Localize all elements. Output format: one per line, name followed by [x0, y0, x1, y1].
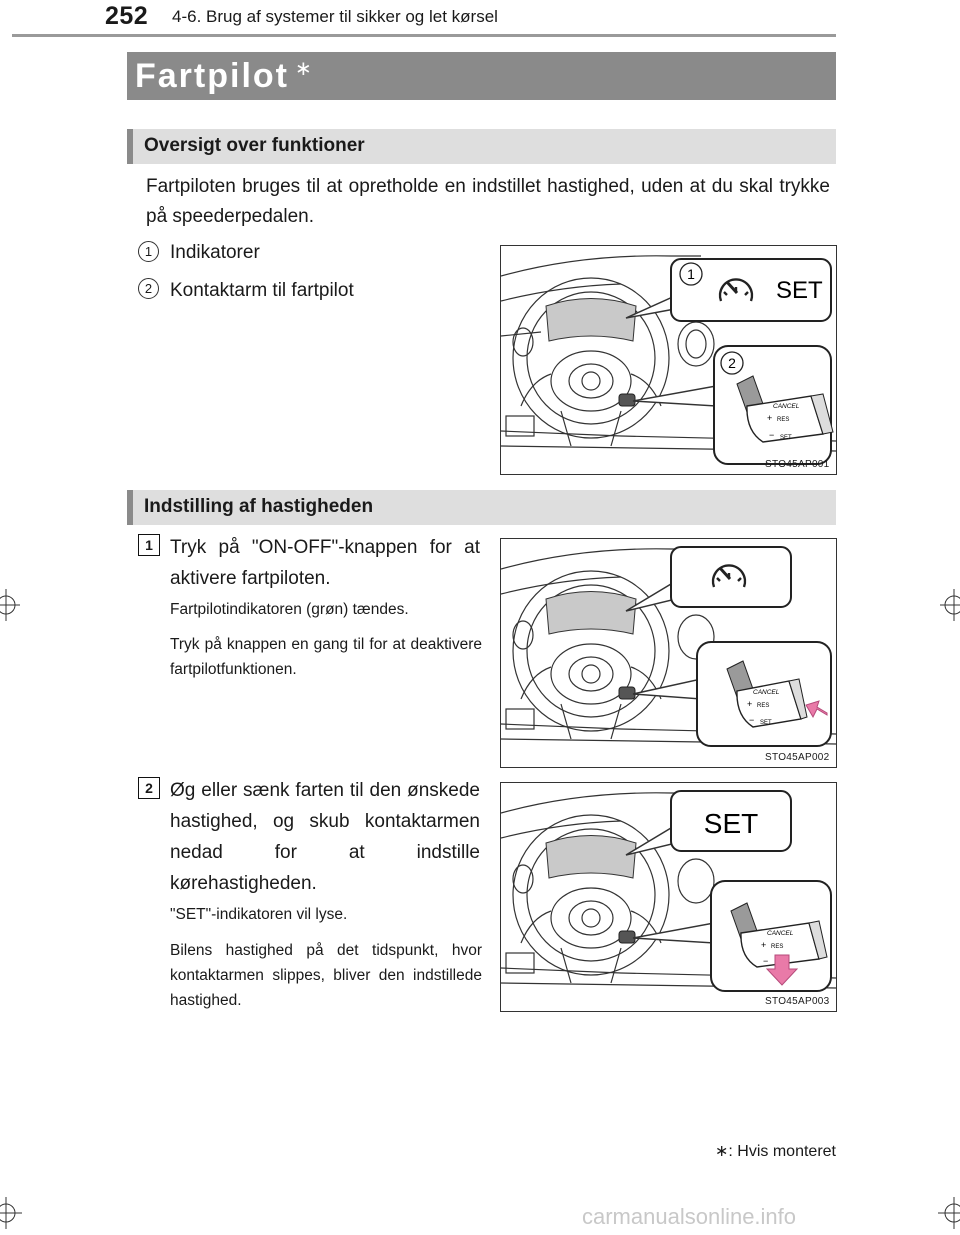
callout-number-2: 2 [138, 278, 159, 299]
figure-callout-1: 1 [687, 266, 695, 282]
svg-text:−: − [763, 956, 769, 966]
svg-text:SET: SET [780, 435, 792, 441]
svg-text:+: + [761, 940, 767, 950]
crop-mark-left [0, 585, 24, 625]
callout-text-indikatorer: Indikatorer [170, 242, 260, 263]
svg-text:+: + [747, 699, 753, 709]
section-path: 4-6. Brug af systemer til sikker og let kørsel [172, 7, 498, 26]
svg-text:SET: SET [760, 720, 772, 726]
figure-set-label: SET [776, 277, 823, 304]
callout-text-kontaktarm: Kontaktarm til fartpilot [170, 280, 354, 301]
dashboard-illustration [501, 246, 836, 474]
setting-heading: Indstilling af hastigheden [144, 496, 374, 517]
header-rule [12, 34, 836, 37]
crop-mark-right [936, 585, 960, 625]
callout-number-1: 1 [138, 241, 159, 262]
step-1-note-2: Tryk på knappen en gang til for at deaktivere fartpilotfunktionen. [170, 636, 482, 678]
figure-code: STO45AP001 [765, 459, 830, 470]
svg-text:RES: RES [757, 703, 770, 709]
step-2-note-2: Bilens hastighed på det tidspunkt, hvor kontaktarmen slippes, bliver den indstillede hastighed. [170, 942, 482, 1009]
overview-heading-bar [127, 129, 836, 164]
page-title: Fartpilot [135, 57, 289, 95]
svg-text:−: − [749, 715, 755, 725]
crop-mark-bottom-left [0, 1195, 30, 1235]
svg-text:CANCEL: CANCEL [773, 403, 800, 410]
page-number: 252 [105, 2, 149, 30]
overview-heading: Oversigt over funktioner [144, 135, 365, 156]
figure-step-2 [500, 782, 837, 1012]
figure-set-label: SET [703, 808, 759, 839]
svg-text:−: − [769, 430, 775, 440]
step-1-note-1: Fartpilotindikatoren (grøn) tændes. [170, 601, 409, 618]
title-bar [127, 52, 836, 100]
figure-callout-2: 2 [728, 355, 736, 371]
step-2-text: Øg eller sænk farten til den ønskede hastighed, og skub kontaktarmen nedad for at indstille kørehastigheden. [170, 780, 480, 894]
svg-text:CANCEL: CANCEL [767, 930, 794, 937]
step-1-text: Tryk på "ON-OFF"-knappen for at aktivere fartpiloten. [170, 537, 480, 589]
step-number-2: 2 [138, 777, 160, 799]
figure-step-1 [500, 538, 837, 768]
overview-intro: Fartpiloten bruges til at opretholde en indstillet hastighed, uden at du skal trykke på speederpedalen. [146, 176, 830, 227]
svg-text:CANCEL: CANCEL [753, 689, 780, 696]
svg-text:+: + [767, 413, 773, 423]
svg-text:RES: RES [777, 417, 790, 423]
step-2-note-1: "SET"-indikatoren vil lyse. [170, 906, 348, 923]
dashboard-illustration [501, 539, 836, 767]
crop-mark-bottom-right [930, 1195, 960, 1235]
dashboard-illustration [501, 783, 836, 1011]
step-number-1: 1 [138, 534, 160, 556]
optional-marker: ∗ [295, 58, 312, 80]
svg-text:RES: RES [771, 944, 784, 950]
figure-code: STO45AP003 [765, 996, 830, 1007]
figure-overview [500, 245, 837, 475]
setting-heading-bar [127, 490, 836, 525]
footnote: ∗: Hvis monteret [715, 1143, 836, 1160]
watermark: carmanualsonline.info [582, 1204, 797, 1229]
figure-code: STO45AP002 [765, 752, 830, 763]
